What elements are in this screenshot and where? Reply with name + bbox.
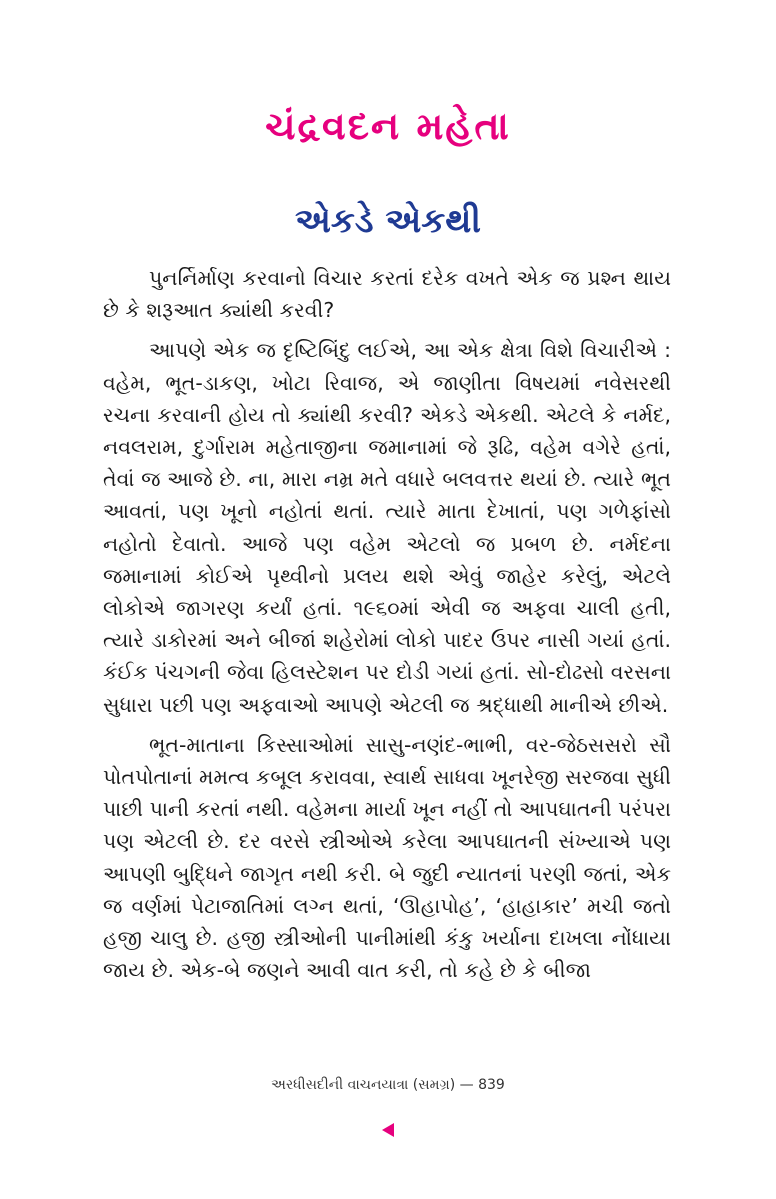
previous-page-button[interactable]: [376, 1120, 400, 1140]
previous-page-icon: [380, 1122, 396, 1138]
body-text: [103, 262, 671, 994]
footer-page-number: 839: [478, 1077, 505, 1093]
paragraph-2: આપણે એક જ દૃષ્ટિબિંદુ લઈએ, આ એક ક્ષેત્રા વિશે વિચારીએ : વહેમ, ભૂત-ડાકણ, ખોટા રિવાજ, એ જાણીતા વિષયમાં નવેસરથી રચના કરવાની હોય તો ક્યાંથી કરવી? એકડે એકથી. એટલે કે નર્મદ, નવલરામ, દુર્ગારામ મહેતાજીના જમાનામાં જે રૂઢિ, વહેમ વગેરે હતાં, તેવાં જ આજે છે. ના, મારા નમ્ર મતે વધારે બલવત્તર થયાં છે. ત્યારે ભૂત આવતાં, પણ ખૂનો નહોતાં થતાં. ત્યારે માતા દેખાતાં, પણ ગળેફાંસો નહોતો દેવાતો. આજે પણ વહેમ એટલો જ પ્રબળ છે. નર્મદના જમાનામાં કોઈએ પૃથ્વીનો પ્રલય થશે એવું જાહેર કરેલું, એટલે લોકોએ જાગરણ કર્યાં હતાં. ૧૯૬૦માં એવી જ અફવા ચાલી હતી, ત્યારે ડાકોરમાં અને બીજાં શહેરોમાં લોકો પાદર ઉપર નાસી ગયાં હતાં. કંઈક પંચગની જેવા હિલસ્ટેશન પર દોડી ગયાં હતાં. સો-દોઢસો વરસના સુધારા પછી પણ અફવાઓ આપણે એટલી જ શ્રદ્ધાથી માનીએ છીએ.: [103, 338, 671, 717]
paragraph-3: ભૂત-માતાના કિસ્સાઓમાં સાસુ-નણંદ-ભાભી, વર-જેઠસસરો સૌ પોતપોતાનાં મમત્વ કબૂલ કરાવવા, સ્વાર્થ સાધવા ખૂનરેજી સરજવા સુધી પાછી પાની કરતાં નથી. વહેમના માર્યા ખૂન નહીં તો આપઘાતની પરંપરા પણ એટલી છે. દર વરસે સ્ત્રીઓએ કરેલા આપઘાતની સંખ્યાએ પણ આપણી બુદ્ધિને જાગૃત નથી કરી. બે જુદી ન્યાતનાં પરણી જતાં, એક જ વર્ણમાં પેટાજાતિમાં લગ્ન થતાં, ‘ઊહાપોહ’, ‘હાહાકાર’ મચી જતો હજી ચાલુ છે. હજી સ્ત્રીઓની પાનીમાંથી કંકુ ખર્યાના દાખલા નોંધાયા જાય છે. એક-બે જણને આવી વાત કરી, તો કહે છે કે બીજા: [103, 732, 671, 983]
footer-separator: —: [459, 1077, 474, 1093]
paragraph-1: પુનર્નિર્માણ કરવાનો વિચાર કરતાં દરેક વખતે એક જ પ્રશ્ન થાય છે કે શરૂઆત ક્યાંથી કરવી?: [103, 266, 671, 323]
author-name: ચંદ્રવદન મહેતા: [265, 104, 511, 148]
page-footer: [0, 1075, 776, 1095]
footer-book-title: અરધીસદીની વાચનયાત્રા (સમગ્ર): [271, 1077, 456, 1093]
chapter-title: એકડે એકથી: [294, 201, 482, 241]
